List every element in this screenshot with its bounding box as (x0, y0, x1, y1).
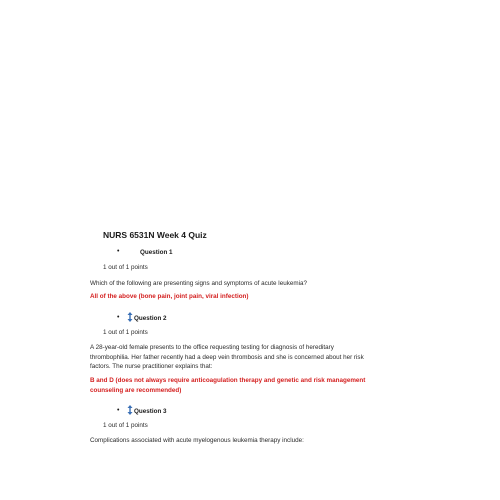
question-3-points: 1 out of 1 points (103, 422, 148, 429)
question-1-bullet: • (117, 248, 120, 255)
question-2-text-line: factors. The nurse practitioner explains that: (90, 363, 213, 370)
question-3-bullet: • (117, 407, 120, 414)
question-2-answer-line: B and D (does not always require anticoagulation therapy and genetic and risk management (90, 377, 366, 384)
page-title: NURS 6531N Week 4 Quiz (103, 230, 207, 240)
question-3-heading: Question 3 (134, 408, 167, 415)
question-1-text: Which of the following are presenting signs and symptoms of acute leukemia? (90, 280, 308, 287)
question-2-points: 1 out of 1 points (103, 329, 148, 336)
question-2-answer (90, 376, 410, 395)
up-down-arrow-icon[interactable] (127, 312, 133, 322)
question-3-text: Complications associated with acute myelogenous leukemia therapy include: (90, 437, 304, 444)
question-1-heading: Question 1 (140, 249, 173, 256)
question-2-heading: Question 2 (134, 315, 167, 322)
up-down-arrow-icon[interactable] (127, 405, 133, 415)
question-1-points: 1 out of 1 points (103, 264, 148, 271)
question-1-answer: All of the above (bone pain, joint pain, viral infection) (90, 293, 249, 300)
question-2-text (90, 343, 410, 372)
question-2-answer-line: counseling are recommended) (90, 386, 182, 394)
question-2-text-line: A 28-year-old female presents to the office requesting testing for diagnosis of hereditary (90, 344, 334, 351)
question-2-text-line: thrombophilia. Her father recently had a deep vein thrombosis and she is concerned about her risk (90, 353, 364, 361)
question-2-bullet: • (117, 314, 120, 321)
